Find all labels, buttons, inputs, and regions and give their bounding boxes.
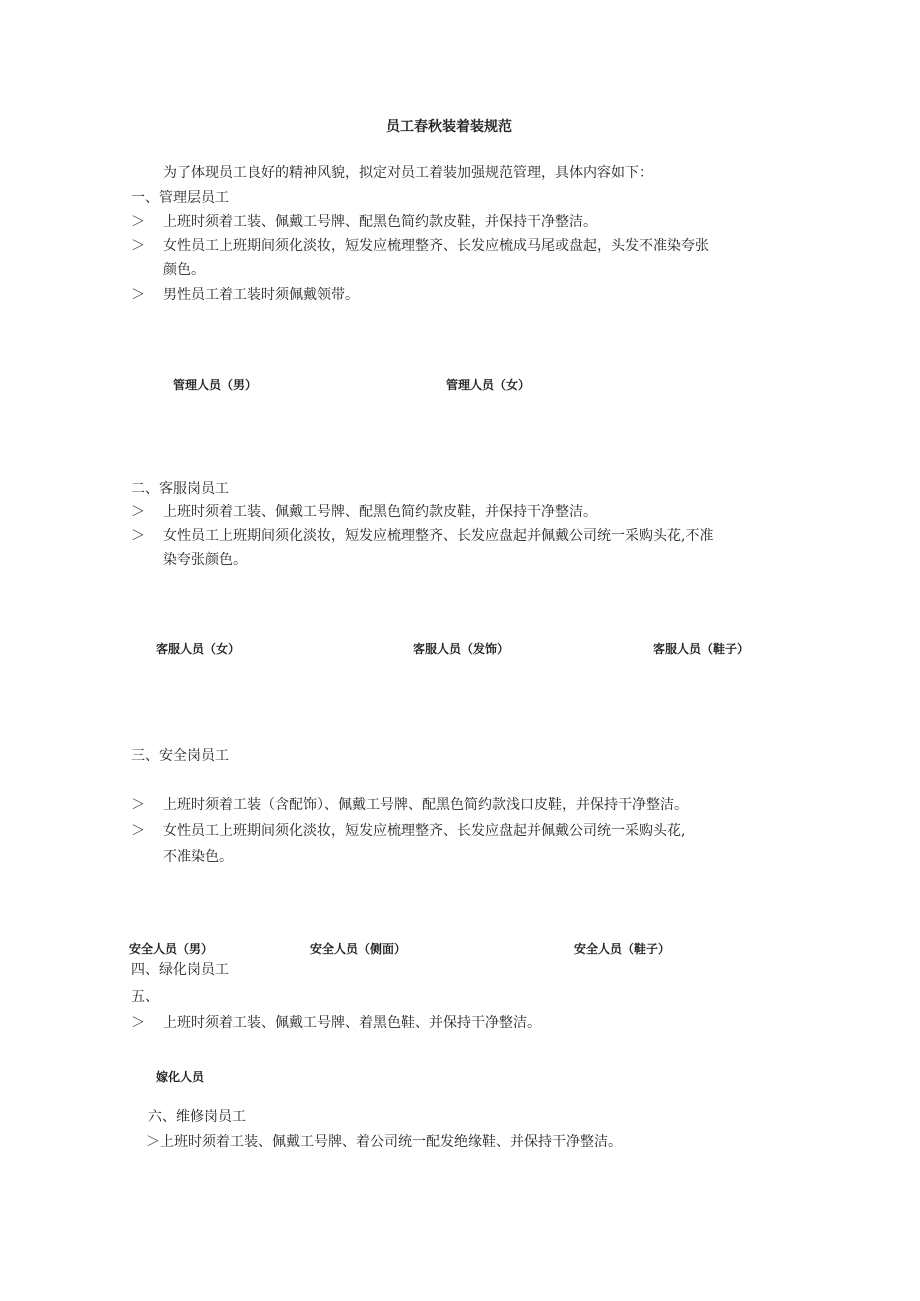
- photo-caption-management-female: 管理人员（女）: [446, 378, 531, 392]
- photo-caption-security-shoes: 安全人员（鞋子）: [574, 942, 671, 956]
- service-rule-1: 上班时须着工装、佩戴工号牌、配黑色简约款皮鞋，并保持干净整洁。: [163, 504, 597, 520]
- management-rule-1: 上班时须着工装、佩戴工号牌、配黑色简约款皮鞋，并保持干净整洁。: [163, 214, 597, 230]
- security-rule-2: 女性员工上班期间须化淡妆，短发应梳理整齐、长发应盘起并佩戴公司统一采购头花,: [163, 823, 686, 839]
- section-heading-greening: 四、绿化岗员工: [131, 962, 229, 978]
- photo-caption-service-shoes: 客服人员（鞋子）: [653, 642, 750, 656]
- photo-caption-management-male: 管理人员（男）: [173, 378, 258, 392]
- greening-rule-1: 上班时须着工装、佩戴工号牌、着黑色鞋、并保持干净整洁。: [163, 1015, 541, 1031]
- page-title: 员工春秋装着装规范: [386, 119, 512, 135]
- bullet-arrow-icon: ＞: [131, 1015, 145, 1031]
- bullet-arrow-icon: ＞: [131, 287, 145, 303]
- bullet-arrow-icon: ＞: [131, 823, 145, 839]
- security-rule-1: 上班时须着工装（含配饰）、佩戴工号牌、配黑色简约款浅口皮鞋，并保持干净整洁。: [163, 797, 688, 813]
- bullet-arrow-icon: ＞: [131, 214, 145, 230]
- section-heading-customer-service: 二、客服岗员工: [131, 481, 229, 497]
- section-heading-management: 一、管理层员工: [131, 190, 229, 206]
- security-rule-2-cont: 不准染色。: [163, 849, 233, 865]
- service-rule-2: 女性员工上班期间须化淡妆，短发应梳理整齐、长发应盘起并佩戴公司统一采购头花,不准: [163, 528, 714, 544]
- section-heading-five: 五、: [131, 989, 159, 1005]
- management-rule-2: 女性员工上班期间须化淡妆，短发应梳理整齐、长发应梳成马尾或盘起，头发不准染夸张: [163, 238, 709, 254]
- management-rule-3: 男性员工着工装时须佩戴领带。: [163, 287, 359, 303]
- service-rule-2-cont: 染夸张颜色。: [163, 552, 247, 568]
- bullet-arrow-icon: ＞: [131, 797, 145, 813]
- intro-paragraph: 为了体现员工良好的精神风貌，拟定对员工着装加强规范管理，具体内容如下：: [163, 165, 653, 181]
- bullet-arrow-icon: ＞: [131, 238, 145, 254]
- photo-caption-service-hair: 客服人员（发饰）: [413, 642, 510, 656]
- section-heading-security: 三、安全岗员工: [131, 748, 229, 764]
- photo-caption-security-side: 安全人员（侧面）: [310, 942, 407, 956]
- management-rule-2-cont: 颜色。: [163, 262, 205, 278]
- photo-caption-greening: 嫁化人员: [156, 1070, 205, 1084]
- photo-caption-security-male: 安全人员（男）: [129, 942, 214, 956]
- bullet-arrow-icon: ＞: [131, 504, 145, 520]
- section-heading-maintenance: 六、维修岗员工: [148, 1109, 246, 1125]
- maintenance-rule-1: ＞上班时须着工装、佩戴工号牌、着公司统一配发绝缘鞋、并保持干净整洁。: [146, 1134, 622, 1150]
- photo-caption-service-female: 客服人员（女）: [156, 642, 241, 656]
- bullet-arrow-icon: ＞: [131, 528, 145, 544]
